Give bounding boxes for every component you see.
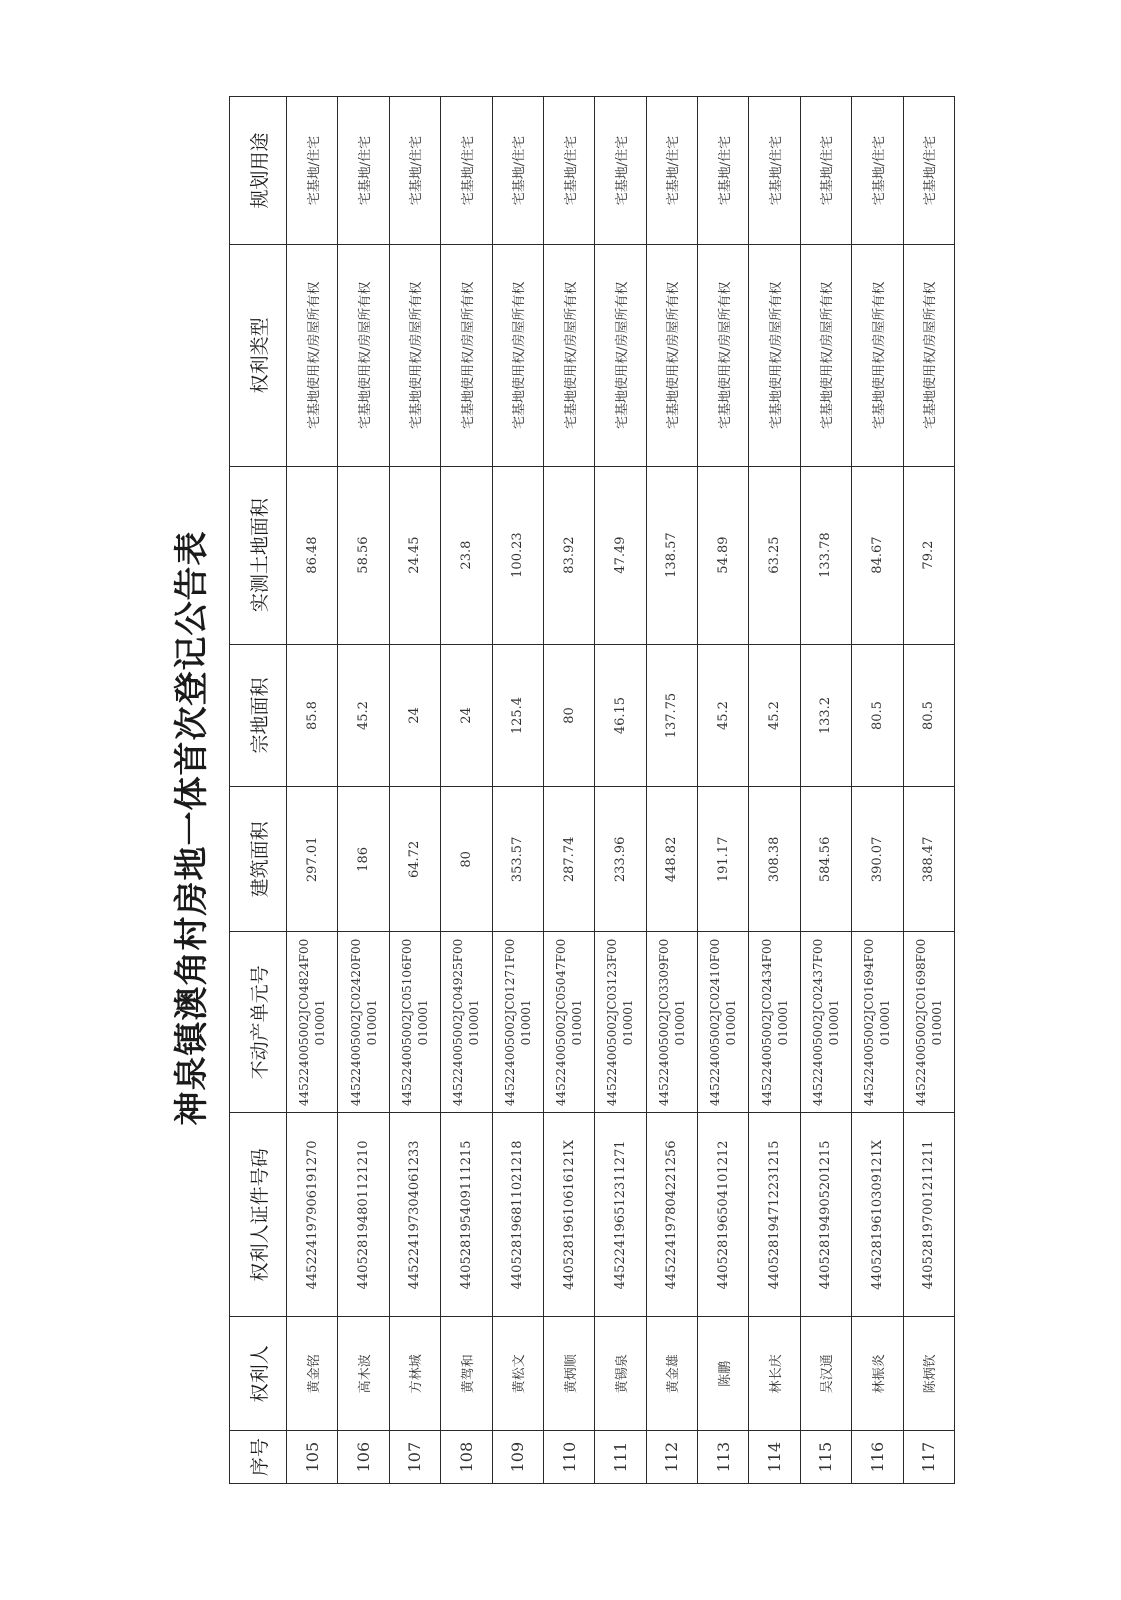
cell-building-area: 584.56 xyxy=(800,787,851,932)
table-row xyxy=(441,97,492,1484)
cell-planned-use: 宅基地/住宅 xyxy=(389,97,440,245)
cell-unit-number: 445224005002JC02437F00010001 xyxy=(800,932,851,1113)
cell-planned-use: 宅基地/住宅 xyxy=(800,97,851,245)
cell-right-type: 宅基地使用权/房屋所有权 xyxy=(389,245,440,467)
table-row xyxy=(389,97,440,1484)
cell-unit-number: 445224005002JC02420F00010001 xyxy=(338,932,389,1113)
cell-building-area: 297.01 xyxy=(287,787,338,932)
cell-right-type: 宅基地使用权/房屋所有权 xyxy=(903,245,955,467)
cell-parcel-area: 24 xyxy=(441,644,492,787)
table-row xyxy=(903,97,955,1484)
header-owner: 权利人 xyxy=(230,1317,287,1431)
cell-id-number: 440528195409111215 xyxy=(441,1113,492,1317)
header-building-area: 建筑面积 xyxy=(230,787,287,932)
header-measured-land-area: 实测土地面积 xyxy=(230,466,287,644)
cell-building-area: 64.72 xyxy=(389,787,440,932)
cell-building-area: 287.74 xyxy=(543,787,594,932)
cell-owner: 黄炳顺 xyxy=(543,1317,594,1431)
cell-seq: 107 xyxy=(389,1431,440,1484)
table-row xyxy=(492,97,543,1484)
header-id-number: 权利人证件号码 xyxy=(230,1113,287,1317)
cell-building-area: 353.57 xyxy=(492,787,543,932)
cell-parcel-area: 45.2 xyxy=(338,644,389,787)
table-body xyxy=(287,97,955,1484)
cell-building-area: 390.07 xyxy=(852,787,903,932)
header-planned-use: 规划用途 xyxy=(230,97,287,245)
announcement-table xyxy=(229,96,955,1484)
cell-measured-land-area: 138.57 xyxy=(646,466,697,644)
cell-id-number: 440528197001211211 xyxy=(903,1113,955,1317)
announcement-table-wrapper xyxy=(229,96,955,1484)
cell-building-area: 388.47 xyxy=(903,787,955,932)
cell-building-area: 233.96 xyxy=(595,787,646,932)
cell-seq: 106 xyxy=(338,1431,389,1484)
cell-id-number: 440528194712231215 xyxy=(749,1113,800,1317)
cell-measured-land-area: 58.56 xyxy=(338,466,389,644)
cell-measured-land-area: 83.92 xyxy=(543,466,594,644)
cell-seq: 112 xyxy=(646,1431,697,1484)
cell-right-type: 宅基地使用权/房屋所有权 xyxy=(338,245,389,467)
cell-seq: 109 xyxy=(492,1431,543,1484)
cell-unit-number: 445224005002JC01694F00010001 xyxy=(852,932,903,1113)
table-row xyxy=(698,97,749,1484)
cell-right-type: 宅基地使用权/房屋所有权 xyxy=(800,245,851,467)
cell-planned-use: 宅基地/住宅 xyxy=(492,97,543,245)
header-unit-number: 不动产单元号 xyxy=(230,932,287,1113)
header-seq: 序号 xyxy=(230,1431,287,1484)
cell-seq: 116 xyxy=(852,1431,903,1484)
cell-planned-use: 宅基地/住宅 xyxy=(646,97,697,245)
table-row xyxy=(749,97,800,1484)
cell-planned-use: 宅基地/住宅 xyxy=(749,97,800,245)
cell-id-number: 44052819610309121X xyxy=(852,1113,903,1317)
cell-seq: 115 xyxy=(800,1431,851,1484)
cell-seq: 108 xyxy=(441,1431,492,1484)
cell-right-type: 宅基地使用权/房屋所有权 xyxy=(698,245,749,467)
cell-id-number: 445224197906191270 xyxy=(287,1113,338,1317)
table-row xyxy=(595,97,646,1484)
cell-seq: 117 xyxy=(903,1431,955,1484)
cell-measured-land-area: 23.8 xyxy=(441,466,492,644)
cell-unit-number: 445224005002JC05047F00010001 xyxy=(543,932,594,1113)
cell-unit-number: 445224005002JC01271F00010001 xyxy=(492,932,543,1113)
cell-measured-land-area: 84.67 xyxy=(852,466,903,644)
cell-unit-number: 445224005002JC04824F00010001 xyxy=(287,932,338,1113)
cell-seq: 110 xyxy=(543,1431,594,1484)
table-row xyxy=(852,97,903,1484)
cell-building-area: 308.38 xyxy=(749,787,800,932)
cell-unit-number: 445224005002JC04925F00010001 xyxy=(441,932,492,1113)
cell-unit-number: 445224005002JC03309F00010001 xyxy=(646,932,697,1113)
cell-building-area: 448.82 xyxy=(646,787,697,932)
table-row xyxy=(646,97,697,1484)
cell-parcel-area: 125.4 xyxy=(492,644,543,787)
cell-parcel-area: 46.15 xyxy=(595,644,646,787)
cell-owner: 方林城 xyxy=(389,1317,440,1431)
cell-right-type: 宅基地使用权/房屋所有权 xyxy=(852,245,903,467)
cell-measured-land-area: 100.23 xyxy=(492,466,543,644)
header-parcel-area: 宗地面积 xyxy=(230,644,287,787)
table-row xyxy=(338,97,389,1484)
cell-owner: 黄驾和 xyxy=(441,1317,492,1431)
cell-parcel-area: 80 xyxy=(543,644,594,787)
cell-parcel-area: 80.5 xyxy=(852,644,903,787)
cell-parcel-area: 45.2 xyxy=(698,644,749,787)
table-row xyxy=(287,97,338,1484)
cell-id-number: 445224197304061233 xyxy=(389,1113,440,1317)
cell-owner: 陈鹏 xyxy=(698,1317,749,1431)
cell-measured-land-area: 54.89 xyxy=(698,466,749,644)
cell-owner: 吴汉通 xyxy=(800,1317,851,1431)
table-row xyxy=(800,97,851,1484)
cell-measured-land-area: 63.25 xyxy=(749,466,800,644)
table-header-row xyxy=(230,97,287,1484)
cell-parcel-area: 80.5 xyxy=(903,644,955,787)
cell-planned-use: 宅基地/住宅 xyxy=(698,97,749,245)
cell-owner: 高木波 xyxy=(338,1317,389,1431)
cell-id-number: 445224196512311271 xyxy=(595,1113,646,1317)
cell-owner: 黄金雄 xyxy=(646,1317,697,1431)
cell-unit-number: 445224005002JC02434F00010001 xyxy=(749,932,800,1113)
cell-seq: 111 xyxy=(595,1431,646,1484)
document-title: 神泉镇澳角村房地一体首次登记公告表 xyxy=(172,530,212,1126)
cell-id-number: 440528194905201215 xyxy=(800,1113,851,1317)
cell-unit-number: 445224005002JC03123F00010001 xyxy=(595,932,646,1113)
cell-owner: 黄锡泉 xyxy=(595,1317,646,1431)
cell-right-type: 宅基地使用权/房屋所有权 xyxy=(492,245,543,467)
cell-owner: 林长庆 xyxy=(749,1317,800,1431)
cell-planned-use: 宅基地/住宅 xyxy=(441,97,492,245)
cell-owner: 林振炎 xyxy=(852,1317,903,1431)
cell-building-area: 191.17 xyxy=(698,787,749,932)
table-row xyxy=(543,97,594,1484)
cell-planned-use: 宅基地/住宅 xyxy=(852,97,903,245)
cell-measured-land-area: 79.2 xyxy=(903,466,955,644)
cell-planned-use: 宅基地/住宅 xyxy=(543,97,594,245)
cell-seq: 114 xyxy=(749,1431,800,1484)
cell-building-area: 80 xyxy=(441,787,492,932)
cell-measured-land-area: 133.78 xyxy=(800,466,851,644)
cell-id-number: 440528194801121210 xyxy=(338,1113,389,1317)
cell-parcel-area: 24 xyxy=(389,644,440,787)
cell-unit-number: 445224005002JC05106F00010001 xyxy=(389,932,440,1113)
cell-owner: 黄松文 xyxy=(492,1317,543,1431)
cell-right-type: 宅基地使用权/房屋所有权 xyxy=(543,245,594,467)
cell-id-number: 44052819610616121X xyxy=(543,1113,594,1317)
cell-seq: 113 xyxy=(698,1431,749,1484)
cell-measured-land-area: 47.49 xyxy=(595,466,646,644)
cell-id-number: 440528196811021218 xyxy=(492,1113,543,1317)
cell-right-type: 宅基地使用权/房屋所有权 xyxy=(646,245,697,467)
cell-parcel-area: 85.8 xyxy=(287,644,338,787)
cell-planned-use: 宅基地/住宅 xyxy=(903,97,955,245)
cell-planned-use: 宅基地/住宅 xyxy=(595,97,646,245)
header-right-type: 权利类型 xyxy=(230,245,287,467)
cell-right-type: 宅基地使用权/房屋所有权 xyxy=(287,245,338,467)
cell-parcel-area: 137.75 xyxy=(646,644,697,787)
cell-building-area: 186 xyxy=(338,787,389,932)
cell-id-number: 440528196504101212 xyxy=(698,1113,749,1317)
cell-right-type: 宅基地使用权/房屋所有权 xyxy=(441,245,492,467)
cell-right-type: 宅基地使用权/房屋所有权 xyxy=(749,245,800,467)
cell-parcel-area: 133.2 xyxy=(800,644,851,787)
cell-measured-land-area: 86.48 xyxy=(287,466,338,644)
cell-planned-use: 宅基地/住宅 xyxy=(287,97,338,245)
cell-seq: 105 xyxy=(287,1431,338,1484)
cell-planned-use: 宅基地/住宅 xyxy=(338,97,389,245)
cell-right-type: 宅基地使用权/房屋所有权 xyxy=(595,245,646,467)
cell-owner: 陈炳钦 xyxy=(903,1317,955,1431)
cell-unit-number: 445224005002JC02410F00010001 xyxy=(698,932,749,1113)
cell-id-number: 445224197804221256 xyxy=(646,1113,697,1317)
cell-measured-land-area: 24.45 xyxy=(389,466,440,644)
cell-owner: 黄金铭 xyxy=(287,1317,338,1431)
cell-unit-number: 445224005002JC01698F00010001 xyxy=(903,932,955,1113)
cell-parcel-area: 45.2 xyxy=(749,644,800,787)
